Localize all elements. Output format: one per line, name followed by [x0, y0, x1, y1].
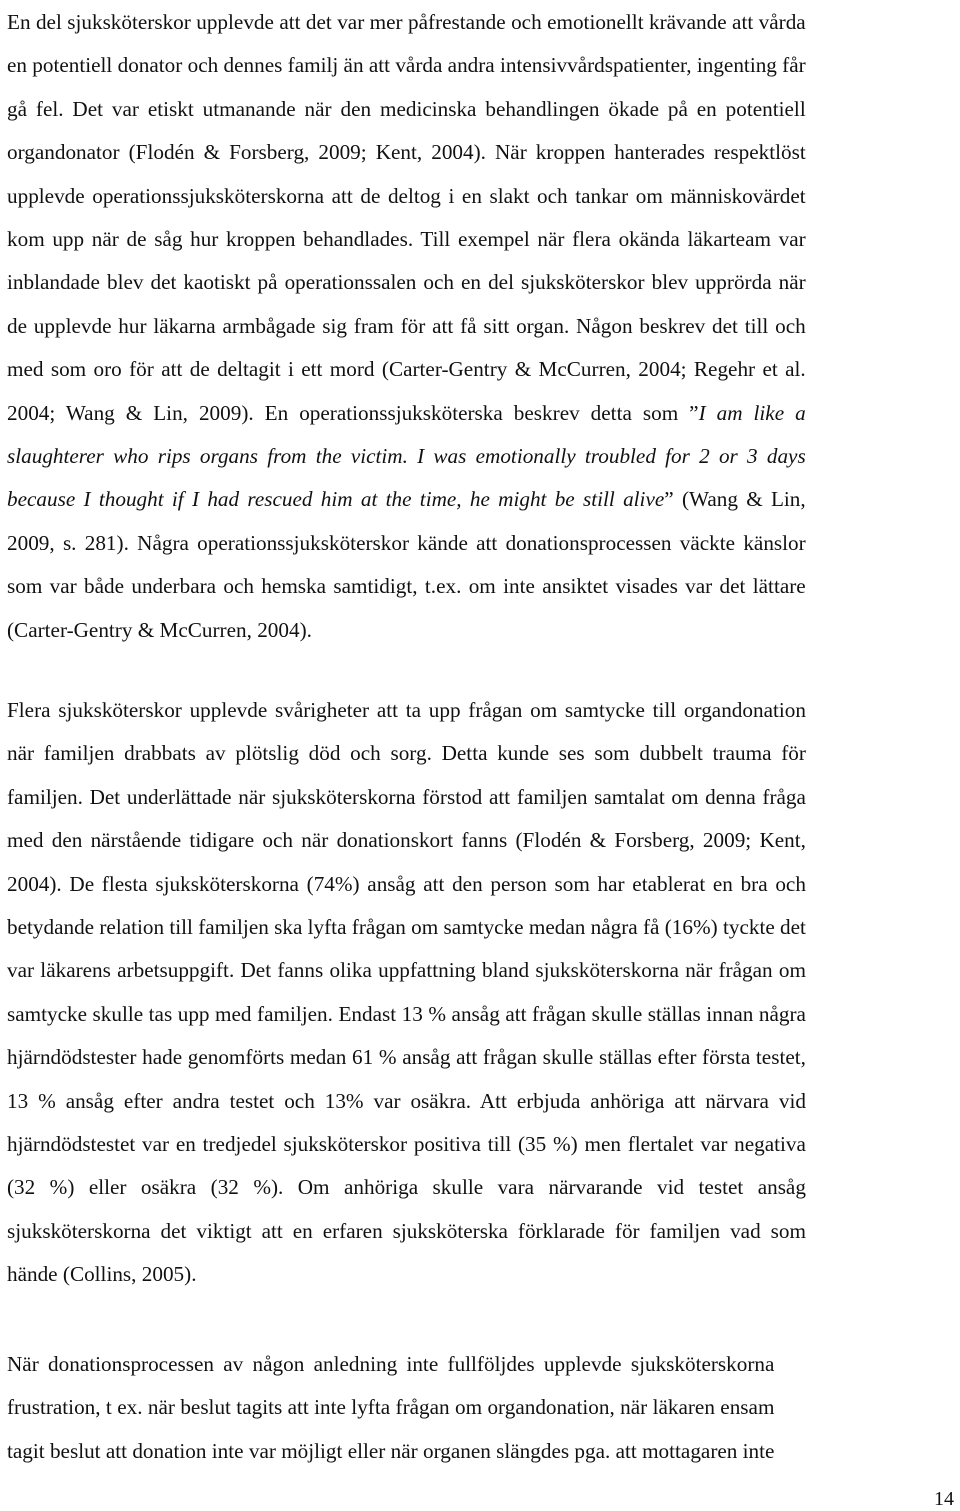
- paragraph-line: tagit beslut att donation inte var möjligt eller när organen slängdes pga. att mottagaren inte: [7, 1438, 775, 1463]
- paragraph-line: betydande relation till familjen ska lyfta frågan om samtycke medan några få (16%) tyckte det: [7, 915, 806, 940]
- paragraph-line: en potentiell donator och dennes familj än att vårda andra intensivvårdspatienter, ingenting får: [7, 53, 806, 78]
- paragraph-line: var läkarens arbetsuppgift. Det fanns olika uppfattning bland sjuksköterskorna när frågan om: [7, 958, 806, 983]
- paragraph-1: [7, 1, 806, 652]
- paragraph-line: När donationsprocessen av någon anledning inte fullföljdes upplevde sjuksköterskorna: [7, 1352, 775, 1376]
- paragraph-line: de upplevde hur läkarna armbågade sig fram för att få sitt organ. Någon beskrev det till och: [7, 313, 806, 338]
- paragraph-line: som var både underbara och hemska samtidigt, t.ex. om inte ansiktet visades var det lättare: [7, 574, 806, 599]
- paragraph-line-mixed: [7, 478, 806, 521]
- quote-lead-in: 2004; Wang & Lin, 2009). En operationssjuksköterska beskrev detta som ”: [7, 400, 699, 425]
- paragraph-line: 13 % ansåg efter andra testet och 13% var osäkra. Att erbjuda anhöriga att närvara vid: [7, 1088, 806, 1113]
- paragraph-line: En del sjuksköterskor upplevde att det var mer påfrestande och emotionellt krävande att vårda: [7, 10, 806, 34]
- quote-text: slaughterer who rips organs from the victim. I was emotionally troubled for 2 or 3 days: [7, 444, 806, 469]
- paragraph-line: frustration, t ex. när beslut tagits att inte lyfta frågan om organdonation, när läkaren ensam: [7, 1395, 775, 1420]
- quote-text: I am like a: [698, 400, 806, 425]
- paragraph-3: [7, 1343, 774, 1473]
- paragraph-line: 2004). De flesta sjuksköterskorna (74%) ansåg att den person som har etablerat en bra och: [7, 871, 806, 896]
- paragraph-line: inblandade blev det kaotiskt på operationssalen och en del sjuksköterskor blev upprörda när: [7, 270, 806, 295]
- paragraph-line: hände (Collins, 2005).: [7, 1262, 197, 1287]
- paragraph-line: med som oro för att de deltagit i ett mord (Carter-Gentry & McCurren, 2004; Regehr et al.: [7, 357, 806, 382]
- paragraph-line: gå fel. Det var etiskt utmanande när den medicinska behandlingen ökade på en potentiell: [7, 96, 806, 121]
- paragraph-line: samtycke skulle tas upp med familjen. Endast 13 % ansåg att frågan skulle ställas innan några: [7, 1001, 806, 1026]
- paragraph-line: när familjen drabbats av plötslig död och sorg. Detta kunde ses som dubbelt trauma för: [7, 741, 806, 766]
- paragraph-line: (32 %) eller osäkra (32 %). Om anhöriga skulle vara närvarande vid testet ansåg: [7, 1175, 806, 1200]
- paragraph-line: organdonator (Flodén & Forsberg, 2009; Kent, 2004). När kroppen hanterades respektlöst: [7, 140, 806, 165]
- paragraph-line: familjen. Det underlättade när sjuksköterskorna förstod att familjen samtalat om denna fråga: [7, 784, 806, 809]
- paragraph-line: med den närstående tidigare och när donationskort fanns (Flodén & Forsberg, 2009; Kent,: [7, 828, 806, 853]
- paragraph-line-mixed: [7, 392, 806, 435]
- paragraph-line: 2009, s. 281). Några operationssjuksköterskor kände att donationsprocessen väckte känslor: [7, 530, 806, 555]
- paragraph-line: (Carter-Gentry & McCurren, 2004).: [7, 617, 312, 642]
- paragraph-line: hjärndödstestet var en tredjedel sjuksköterskor positiva till (35 %) men flertalet var negativa: [7, 1132, 806, 1157]
- quote-citation: ” (Wang & Lin,: [664, 487, 806, 512]
- page-number: 14: [934, 1488, 954, 1510]
- paragraph-line: kom upp när de såg hur kroppen behandlades. Till exempel när flera okända läkarteam var: [7, 227, 806, 252]
- paragraph-line: sjuksköterskorna det viktigt att en erfaren sjuksköterska förklarade för familjen vad som: [7, 1218, 806, 1243]
- paragraph-line-italic: [7, 435, 806, 478]
- paragraph-line: hjärndödstester hade genomförts medan 61 % ansåg att frågan skulle ställas efter första testet,: [7, 1045, 806, 1070]
- paragraph-line: upplevde operationssjuksköterskorna att de deltog i en slakt och tankar om människovärdet: [7, 183, 806, 208]
- quote-text: because I thought if I had rescued him at the time, he might be still alive: [7, 487, 665, 512]
- paragraph-line: Flera sjuksköterskor upplevde svårigheter att ta upp frågan om samtycke till organdonation: [7, 698, 806, 722]
- paragraph-2: [7, 689, 806, 1297]
